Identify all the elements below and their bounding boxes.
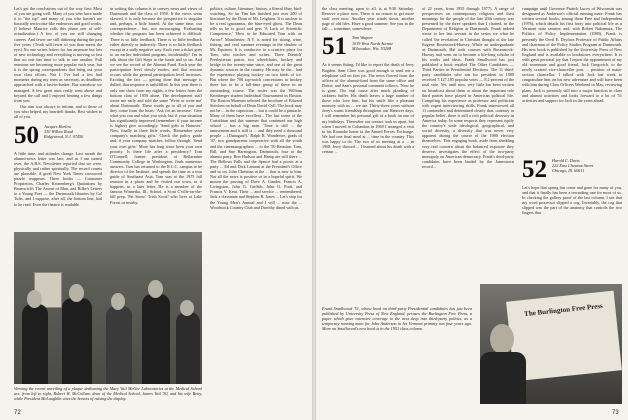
left-column-1 [14, 6, 102, 222]
right-photo-caption: Frank Smallwood '51, whose book on third-party Presidential candidates has just been published by University Press of New England, peruses the Burlington Free Press, a paper which gave extensive coverage to the next deep into third-party politics, as a temporary running mate for John Anderson in his Vermont primary run four years ago. More on Smallwood's new book is in the 1951 class column. [322, 306, 472, 332]
class-secretary-address [352, 35, 393, 50]
class-year-number: 51 [322, 33, 347, 61]
address-line: Milwaukee, Wis. 53208 [352, 45, 392, 51]
class-year-number: 52 [522, 156, 547, 183]
secretary-name: Tom Wagner [352, 35, 373, 41]
column-text: politics, culture, literature, history, a liberal fiber, bird-watching. So far Tim has finished just over 200 of literature by the Dean of Mt. Leighton. It is unclear to be a real ignoramus, the blue-eyed ghost. The Dean tells us he is good and gets 'A Lack of Scientific Competence,' 'How to be Educated Tom with an Arrow!' Manchester, N.Y. is noted for skiing, wine, fishing, and cool summer evenings in the shadow of Mt. Equinox. It is conducive to a creative place for Tom, who teaches and writes. 'Dave Dietrich' Presbyterian pastor, two wheelchairs, hockey and bridge in the twenty-nine since, and one of the great dynamic sources in the country. He may be the... had the experience playing hockey on two kinds of ice. But where the 700 top-notch concessions to hockey there has to be a full-time group of these in an outstanding course. The roster was the William Kronberger student Individual Tournament in Boston. The Boston Museum selected the brochure of Edward Steichen on behalf of Dean David Cyll. The book may not be ... in the capricious ... but it could be a pinnacle. Many of them have excellent... The last scene of the Corinthian and this summer that continued our high school ... has a big man. 'Time is still ... the amusement and it still is ... and they need a thousand people ... (Dunagan?).' Ralph R. Wandersee, grads of '47, two grandparents cooperative with all the youth and the cinematographers ... to the '50 Reunion. Tom, Bill, and Sue Harrington, Dartmouth, four to the alumni party. Ron Hudson and Hamp are still there ... The Bellows Falls and the Spruce had a picnic at a party ... Ed and Dick Lamont at the President's Office and so on. John Christian at the ... that is new to him. Not all the news is positive or in a hopeful spirit. We mourn the passing of Dave A. Gander, Francis A. Livingston, John G. Griffith, John O. Pratt, and Francis V. Kent. Their ... and service ... remembered. Jack a classmate and Stephen R. Jones ... Let's stop for the Young Men's Annual and I will ... note the ... Woodstock Country Club and Dorothy dined with us. [210, 6, 302, 210]
left-column-2 [110, 6, 202, 228]
secretary-name: Harold C. Davis [552, 158, 580, 163]
left-photo-caption: Viewing the recent unveiling of a plaque dedicating the Mary Vail McGee Laboratories at the Medical School are, from left to right, Robert W. McCollum, dean of the Medical School, James Vail '50, and his wife Betty, while President McLaughlin cites the honors of raising the display. [14, 386, 202, 402]
plaque-unveiling-photo [14, 232, 202, 384]
address-line: 1619 West North Avenue [352, 40, 394, 46]
column-text: Our aim was always to inform, and to those of you who helped, my heartfelt thanks. Best wishes to all of you. [14, 104, 102, 120]
column-text: A little time, and attitudes change. Last month the alumni-news letter was late, and as I am turned over, the A.B.S. Newsletter reported that we were, physically and rather spiritually. The record counts are plausible. A good New York Times crossword puzzle reappears. Three books — Consumer Proprietors, Charles Kronenberg's Quotations by Bromwich's The Assent of Man, and Rilke's Letters to a Young Poet — the Dartmouth libraries by Cal Tufts, and I suppose, after all, the bottom line, had to be read. Even the theatre is readable. [14, 150, 102, 207]
newspaper-masthead: The Burlington Free Press [523, 301, 604, 319]
address-line: 330 Willow Road [44, 128, 73, 134]
column-text: the class meeting, open to all, is at 9:30 Saturday. Reserve a place now. There is no reason to get more stuff over now. Another year winds down, another page of old files. Have a good summer. See you in the fall — sometime, somewhere. [322, 6, 414, 32]
column-text: As it seems fitting, I'd like to report the death of Jerry Bogden. Sam Cline was good enough to send me a telephone call on first jot. The news flowed from the offices of the alumni-fund from the same office and Dottie, and Sam's personal comment follows. 'Now he is gone. The real cause after much pleading of sickness buffer. His death leaves a large number of those who love him, but his smile like a pleasant memory with us ... we are. Thirty-three years without Jerry's warm friendship throughout our Hanover days, I will remember his personal gift of a book on one of my birthdays. Thereafter our contact took us apart, but when I moved to Columbus in 1969 I arranged a visit to his Roanoke home in the Armed Forces Exchange. We had one final meal at ... time in the country. This was happy to do. The two of us meeting at a ... in 1968. Jerry showed ... I learned about his death with a certain ... [322, 62, 414, 155]
address-line: Chicago, Ill. 60611 [552, 168, 585, 174]
class-secretary-address [552, 158, 593, 173]
address-line: Ridgewood, N.J. 07450 [44, 133, 84, 139]
class-year-number: 50 [14, 121, 39, 149]
page-number: 73 [612, 410, 619, 416]
right-page [316, 0, 628, 420]
right-column-3-lower [522, 156, 622, 280]
class-entry-50 [14, 121, 102, 149]
secretary-name: Jacques Harlow [44, 123, 72, 129]
column-text: campaign until Governor Patrick Lucey of Wisconsin was designated as Anderson's official running mate. Frank has written several books, among them Free and Independent (1976), which details his first foray into political life as a Vermont state senator; and, with Robert Nakamura, The Politics of Policy Implementation (1980). Frank is presently the Orvil E. Dryfoos Professor of Public Affairs and chairman of the Policy Studies Program at Dartmouth. His new book is published by the University Press of New England and is available in bookstores everywhere. It is with great personal joy that I report the appointment of my old roommate and good friend, Jack Gregorich, to the newly created vice-chancellor post ... position of main-section chancellor. I talked with Jack last week to congratulate him on his new adventure and will have been with him during Class Officers Weekend in May, reviewing plans. Jack is presently still into a major function in class and alumni activities and looks forward to a lot of '51 activities and support for Jack in the years ahead. [522, 6, 622, 103]
class-entry-51 [322, 35, 414, 59]
newspaper-reader-photo [480, 284, 622, 404]
left-column-3 [210, 6, 302, 414]
page-number: 72 [14, 410, 21, 416]
column-text: Let's get the conclusions out of the way first: Most of you are going well. Many of you who have made it to "the top" and many of you who haven't are basically terra-cotta-like endeavors and good works. (I believe Maurice calls this phase one of self-actualization.) A few of you are still changing careers. And fewer are still dithering during the past five years. (Truth will fewer of you than meets the eye.) No one writes letters for fun anymore but lots of new technology and everything is moving so fast that no one has time to talk to one another. Full reunions are becoming more popular each year, but it is the spring correspondents that bring out your own class efforts. Not I. I've had a few bad moments during my term as secretary, as deadlines approached with a last-in-basket. But somehow we managed. A few great ones really went above and beyond the call and I enjoyed hearing a few things from you. [14, 6, 102, 103]
column-text: of 22 years, from 1955 through 1977). A range of perspectives on contemporary religions and their meanings for the people of the late 20th century was presented by the three speakers that I chaired, in the Department of Religion at Dartmouth. Frank indeed wrote to her last servant in the series we what he called 'the revelation' in Christian thought of the late Eugene Rosenstock-Huessy. While an undergraduate at Dartmouth, Hal took courses with Rosenstock-Huessy and went on to become a life-long scholar of his works and ideas. Frank Smallwood has just published a book entitled The Other Candidates — Third Parties in Presidential Elections. The 11 third-party candidates who ran for president in 1980 received 7,127,185 popular votes — 8.2 percent of the total vote. Yet, until now, very little has been written on broadcast about them or about the important role third parties have played in American political life. Compiling his experience as professor and politician with expert interviewing skills, Frank interviewed all 11 contenders and determined clearly that, contrary to popular belief, there is still a rich political diversity in America today. In some respects they represent typify the country's wide ideological, geographical, and social diversity, a diversity that was never very apparent during the course of the 1980 election themselves. This engaging book, aside from shedding very real concern about the balanced exposure they deserve, investigates the effect of the two-party monopoly on American democracy. Frank's third-party candidates have been lauded by the Jamestown record... [422, 6, 514, 169]
left-page [0, 0, 312, 420]
class-entry-52 [522, 158, 622, 182]
right-column-3 [522, 6, 622, 156]
class-secretary-address [44, 124, 83, 139]
address-line: 222 East Chestnut Street [552, 163, 594, 169]
column-text: in writing this column is to convey news and views of Dartmouth and the class of 1950. If the views seem skewed, it is only because the perspective is singular and, perhaps, a little biased. At the same time, our correspondence... but, not encouraging. Evaluating whether the program has been achieved is difficult. There is so little feedback. There is so little feedback either directly or indirectly. There is so little feedback except in a sadly negative way. Each year a ticket goes to an earlier individual program, incidentally? I'm in talk about the Gift Steps to the funds and so on. And we see the record of the Alumni Fund. Each year the participation level slowly erodes, and that erosion occurs while the general participation level increases. Exciting the fact — getting done that message is dulled, that response is unfulfilled. In this year there is only one show from my nights, a few letters from the bottom class of 1950 alone. The development staff wrote me early and told the same 'Write or write me' about Dartmouth. These words go to all of you and they come from the heart: 'Ask for an increase.' Give what you can and what you wish; but if your situation has significantly improved (remember: if your income is higher) give accordingly. 'Send gifts to Hanover.' Now, finally in three little words, 'Remember your company's matching gifts.' Check the policy guide and, if your company matches, follow through. 'Send your own gifts.' More has long since been your own priority. Is there life after a presidency? Tom O'Connell, former president of Bellarmine Community College in Washington, finds numerous answers. Tom has returned to the R.C.C. campus to be director of the Institute, and spends the time as a tour guide of Southeast Asia. Tom was at the 1975 fall reunion in a photo and he visited our town, as it happens, in a later letter. He is a member of the famous Winnetka, Ill., School, a Scott C'ville-on-the-hill prep. 'Pat Snow,' Trish Scott? who lives at Lake Forest or nearby. [110, 6, 202, 205]
column-text: Let's hope that spring has come and gone for many of you, and that it finally has been a rewarding one for most of us. In checking the gallery proof of the last column, I see that my word processor slipped a cog. Invariably, the cog that slipped was the part of the anatomy that controls the two fingers that [522, 185, 622, 216]
